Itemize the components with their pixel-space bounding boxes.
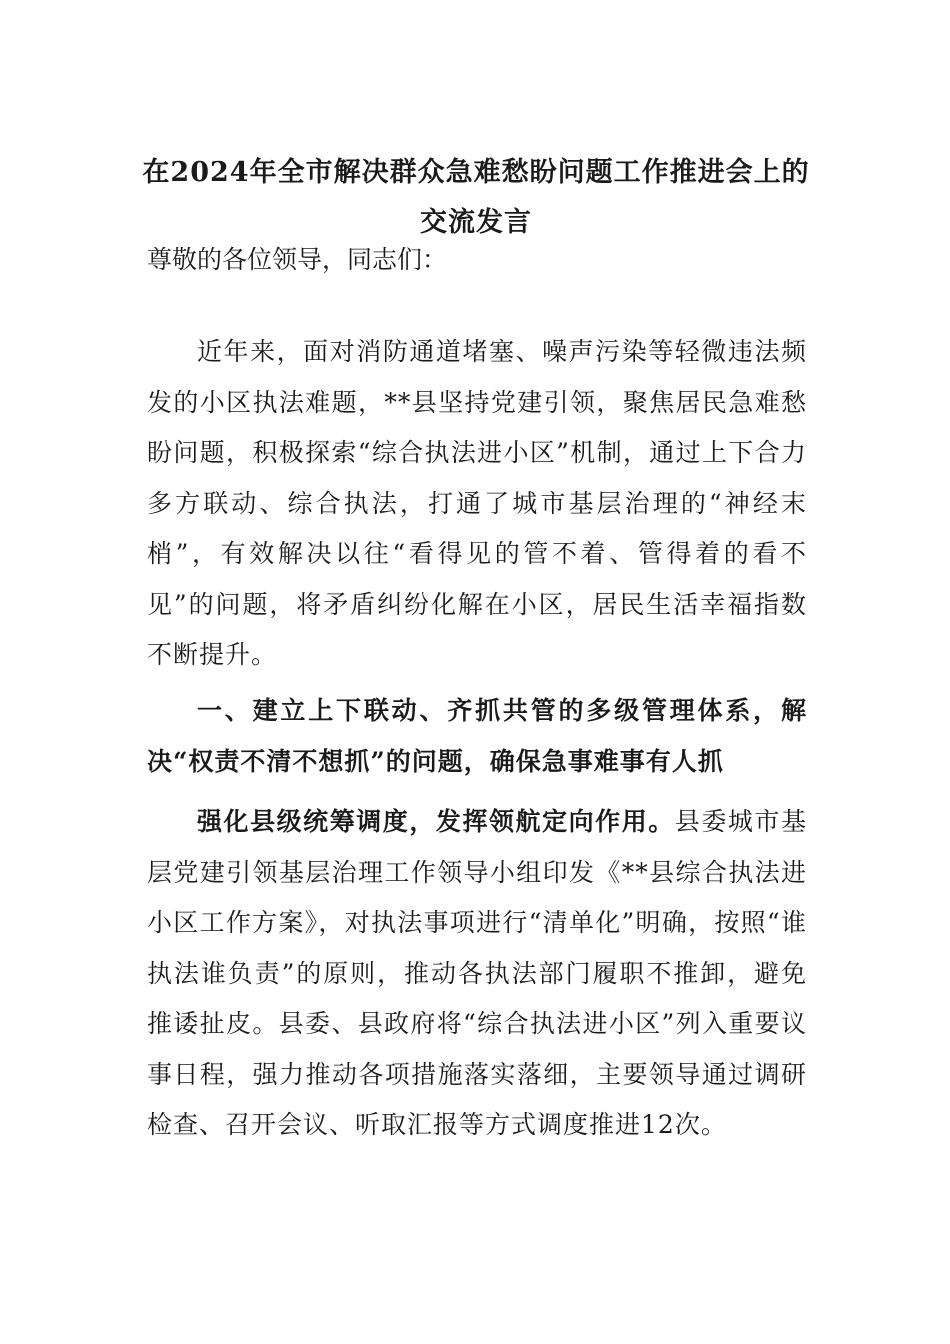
salutation: 尊敬的各位领导，同志们：: [147, 245, 448, 274]
section-paragraph: [147, 797, 807, 1151]
section-heading: 一、建立上下联动、齐抓共管的多级管理体系，解决“权责不清不想抓”的问题，确保急事难事有人抓: [147, 696, 807, 776]
section-body-text: 县委城市基层党建引领基层治理工作领导小组印发《**县综合执法进小区工作方案》，对执法事项进行“清单化”明确，按照“谁执法谁负责”的原则，推动各执法部门履职不推卸，避免推诿扯皮。县委、县政府将“综合执法进小区”列入重要议事日程，强力推动各项措施落实落细，主要领导通过调研检查、召开会议、听取汇报等方式调度推进12次。: [147, 807, 807, 1139]
intro-paragraph: 近年来，面对消防通道堵塞、噪声污染等轻微违法频发的小区执法难题，**县坚持党建引领，聚焦居民急难愁盼问题，积极探索“综合执法进小区”机制，通过上下合力多方联动、综合执法，打通了城市基层治理的“神经末梢”，有效解决以往“看得见的管不着、管得着的看不见”的问题，将矛盾纠纷化解在小区，居民生活幸福指数不断提升。: [147, 337, 807, 669]
document-title: 在2024年全市解决群众急难愁盼问题工作推进会上的交流发言: [142, 157, 810, 238]
section-lead-sentence: 强化县级统筹调度，发挥领航定向作用。: [197, 807, 675, 836]
